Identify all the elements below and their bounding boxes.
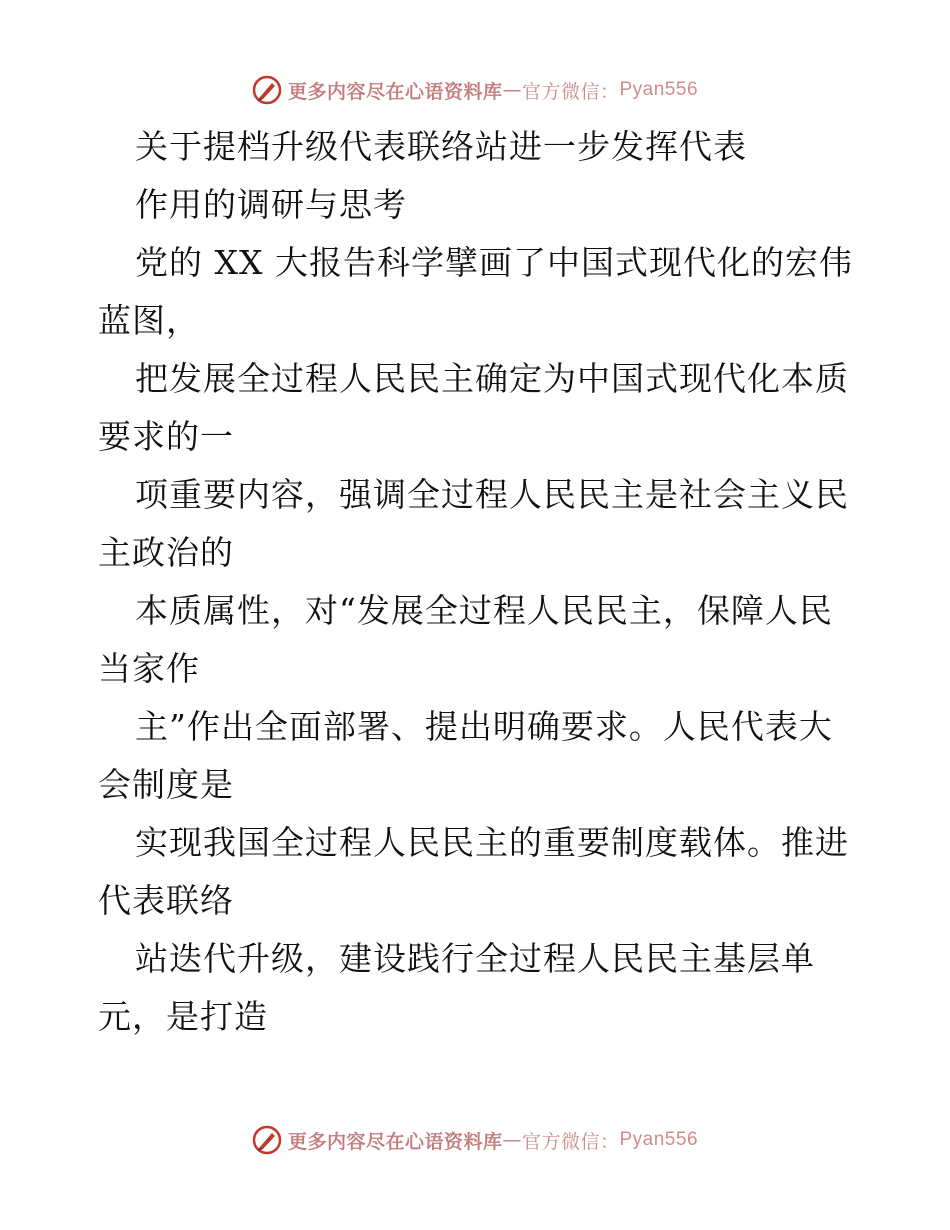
- watermark-official-label: 官方微信：: [521, 80, 620, 103]
- body-line: 元，是打造: [98, 997, 268, 1036]
- body-line: 实现我国全过程人民民主的重要制度载体。推进: [135, 823, 849, 862]
- watermark-main-text: 更多内容尽在心语资料库: [287, 80, 503, 103]
- body-line: 代表联络: [98, 881, 234, 920]
- body-line: 会制度是: [98, 765, 234, 804]
- body-line: 蓝图，: [98, 301, 200, 340]
- watermark-official-label: 官方微信：: [521, 1130, 620, 1153]
- pen-logo-icon: [252, 75, 282, 105]
- body-line: 主政治的: [98, 533, 234, 572]
- footer-watermark: [0, 1120, 950, 1160]
- body-line: 项重要内容，强调全过程人民民主是社会主义民: [135, 475, 849, 514]
- body-line: 当家作: [98, 649, 200, 688]
- document-body: [98, 118, 858, 1046]
- body-line: 把发展全过程人民民主确定为中国式现代化本质: [135, 359, 849, 398]
- paragraph: [98, 234, 858, 1046]
- title-line-2: 作用的调研与思考: [135, 185, 407, 224]
- watermark-wechat-id: Pyan556: [619, 79, 699, 100]
- body-line: 党的 XX 大报告科学擘画了中国式现代化的宏伟: [135, 243, 853, 282]
- body-line: 要求的一: [98, 417, 234, 456]
- pen-logo-icon: [252, 1125, 282, 1155]
- body-line: 本质属性，对“发展全过程人民民主，保障人民: [135, 591, 833, 630]
- body-line: 站迭代升级，建设践行全过程人民民主基层单: [135, 939, 815, 978]
- header-watermark: [0, 70, 950, 110]
- watermark-separator: —: [502, 1129, 522, 1151]
- body-line: 主”作出全面部署、提出明确要求。人民代表大: [135, 707, 833, 746]
- watermark-wechat-id: Pyan556: [619, 1129, 699, 1150]
- watermark-separator: —: [502, 79, 522, 101]
- watermark-main-text: 更多内容尽在心语资料库: [287, 1130, 503, 1153]
- title-line-1: 关于提档升级代表联络站进一步发挥代表: [135, 127, 747, 166]
